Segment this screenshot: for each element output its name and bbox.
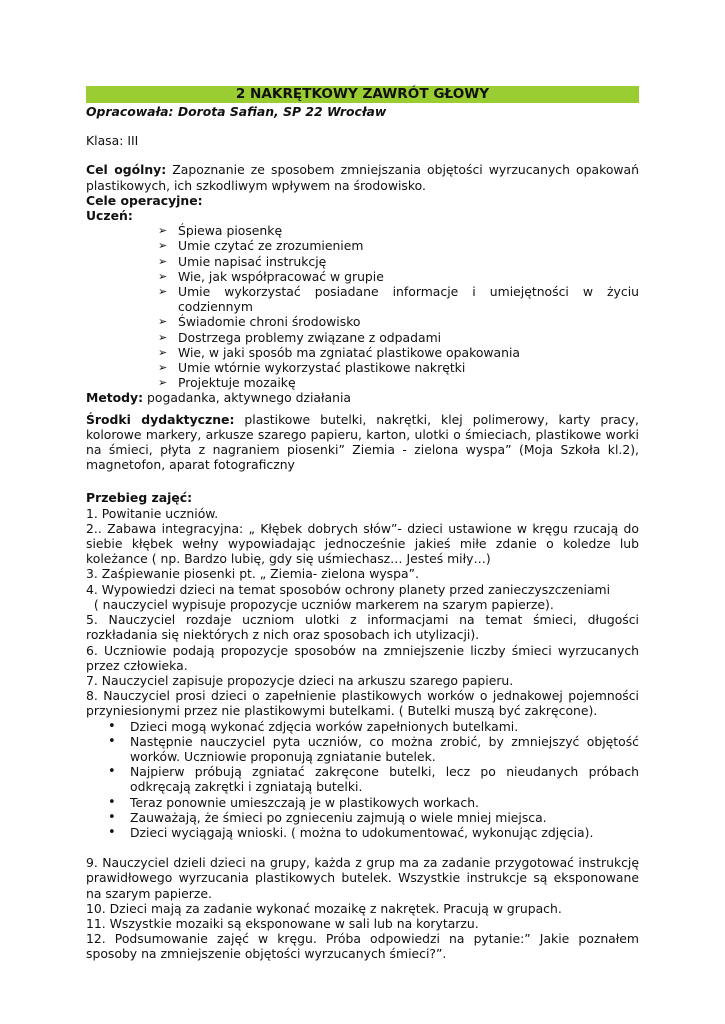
list-item: • Zauważają, że śmieci po zgnieceniu zajmują o wiele mniej miejsca. xyxy=(108,809,547,825)
author-line: Opracowała: Dorota Safian, SP 22 Wrocław xyxy=(86,104,387,119)
list-item: ➢ Projektuje mozaikę xyxy=(158,375,296,391)
step-8-bullets xyxy=(86,719,639,841)
step-9: 9. Nauczyciel dzieli dzieci na grupy, każda z grup ma za zadanie przygotować instrukcję prawidłowego wyrzucania plastikowych butelek. Wszystkie instrukcje są eksponowane na szarym papierze. xyxy=(86,855,639,901)
student-label: Uczeń: xyxy=(86,208,133,224)
step-12: 12. Podsumowanie zajęć w kręgu. Próba odpowiedzi na pytanie:” Jakie poznałem sposoby na zmniejszenie objętości wyrzucanych śmieci?”. xyxy=(86,931,639,962)
step-4: 4. Wypowiedzi dzieci na temat sposobów ochrony planety przed zanieczyszczeniami xyxy=(86,581,611,597)
bullet-dot-icon: • xyxy=(108,809,116,825)
list-item: ➢ Umie wtórnie wykorzystać plastikowe nakrętki xyxy=(158,360,466,376)
arrow-bullet-icon: ➢ xyxy=(158,285,168,299)
step-10: 10. Dzieci mają za zadanie wykonać mozaikę z nakrętek. Pracują w grupach. xyxy=(86,900,562,916)
step-7: 7. Nauczyciel zapisuje propozycje dzieci na arkuszu szarego papieru. xyxy=(86,672,514,688)
arrow-bullet-icon: ➢ xyxy=(158,254,168,268)
arrow-bullet-icon: ➢ xyxy=(158,345,168,359)
step-8: 8. Nauczyciel prosi dzieci o zapełnienie plastikowych worków o jednakowej pojemności przyniesionymi przez nie plastikowymi butelkami. ( Butelki muszą być zakręcone). xyxy=(86,688,639,719)
methods-label: Metody: xyxy=(86,390,144,406)
bullet-dot-icon: • xyxy=(108,824,116,840)
methods xyxy=(86,390,639,405)
document-page xyxy=(86,86,639,962)
teaching-aids-text: plastikowe butelki, nakrętki, klej polimerowy, karty pracy, kolorowe markery, arkusze szarego papieru, karton, ulotki o śmieciach, plastikowe worki na śmieci, płyta z nagraniem piosenki” Ziemia - zielona wyspa” (Moja Szkoła kl.2), magnetofon, aparat fotograficzny xyxy=(86,411,639,473)
list-item: ➢ Wie, w jaki sposób ma zgniatać plastikowe opakowania xyxy=(158,344,521,360)
arrow-bullet-icon: ➢ xyxy=(158,315,168,329)
step-4-note: ( nauczyciel wypisuje propozycje uczniów markerem na szarym papierze). xyxy=(86,596,554,612)
step-6: 6. Uczniowie podają propozycje sposobów na zmniejszenie liczby śmieci wyrzucanych przez człowieka. xyxy=(86,642,639,673)
list-item: • Teraz ponownie umieszczają je w plastikowych workach. xyxy=(108,794,479,810)
class-line: Klasa: III xyxy=(86,133,139,149)
list-item: ➢ Umie napisać instrukcję xyxy=(158,253,327,269)
bullet-dot-icon: • xyxy=(108,733,116,749)
operational-goals-label: Cele operacyjne: xyxy=(86,192,203,208)
arrow-bullet-icon: ➢ xyxy=(158,330,168,344)
general-goal-label: Cel ogólny: xyxy=(86,162,167,178)
arrow-bullet-icon: ➢ xyxy=(158,239,168,253)
document-title: 2 NAKRĘTKOWY ZAWRÓT GŁOWY xyxy=(86,86,639,103)
step-2: 2.. Zabawa integracyjna: „ Kłębek dobrych słów”- dzieci ustawione w kręgu rzucają do siebie kłębek wełny wypowiadając jednocześnie jakieś miłe zdanie o koledze lub koleżance ( np. Bardzo lubię, gdy się uśmiechasz… Jesteś miły…) xyxy=(86,520,639,567)
list-item: • Następnie nauczyciel pyta uczniów, co można zrobić, by zmniejszyć objętość worków. Uczniowie proponują zgniatanie butelek. xyxy=(108,733,639,764)
bullet-dot-icon: • xyxy=(108,718,116,734)
bullet-dot-icon: • xyxy=(108,794,116,810)
general-goal xyxy=(86,162,639,192)
list-item: ➢ Dostrzega problemy związane z odpadami xyxy=(158,329,442,345)
list-item: • Dzieci wyciągają wnioski. ( można to udokumentować, wykonując zdjęcia). xyxy=(108,824,594,840)
bullet-dot-icon: • xyxy=(108,764,116,780)
step-11: 11. Wszystkie mozaiki są eksponowane w sali lub na korytarzu. xyxy=(86,915,479,931)
list-item: ➢ Śpiewa piosenkę xyxy=(158,223,283,239)
lesson-flow-label: Przebieg zajęć: xyxy=(86,490,193,506)
step-1: 1. Powitanie uczniów. xyxy=(86,505,219,521)
step-5: 5. Nauczyciel rozdaje uczniom ulotki z informacjami na temat śmieci, długości rozkładania się niektórych z nich oraz sposobach ich utylizacji). xyxy=(86,612,639,643)
list-item: • Najpierw próbują zgniatać zakręcone butelki, lecz po nieudanych próbach odkręcają zakrętki i zgniatają butelki. xyxy=(108,764,639,795)
list-item: • Dzieci mogą wykonać zdjęcia worków zapełnionych butelkami. xyxy=(108,718,519,734)
teaching-aids-label: Środki dydaktyczne: xyxy=(86,411,235,427)
step-3: 3. Zaśpiewanie piosenki pt. „ Ziemia- zielona wyspa”. xyxy=(86,566,419,582)
general-goal-text: Zapoznanie ze sposobem zmniejszania objętości wyrzucanych opakowań plastikowych, ich szkodliwym wpływem na środowisko. xyxy=(86,162,639,193)
arrow-bullet-icon: ➢ xyxy=(158,269,168,283)
list-item: ➢ Świadomie chroni środowisko xyxy=(158,314,361,330)
methods-text: pogadanka, aktywnego działania xyxy=(143,390,352,406)
list-item: ➢ Umie czytać ze zrozumieniem xyxy=(158,238,364,254)
objectives-list xyxy=(86,223,639,390)
list-item: ➢ Umie wykorzystać posiadane informacje i umiejętności w życiu codziennym xyxy=(158,284,639,315)
arrow-bullet-icon: ➢ xyxy=(158,361,168,375)
list-item: ➢ Wie, jak współpracować w grupie xyxy=(158,268,384,284)
arrow-bullet-icon: ➢ xyxy=(158,224,168,238)
teaching-aids xyxy=(86,412,639,473)
arrow-bullet-icon: ➢ xyxy=(158,376,168,390)
